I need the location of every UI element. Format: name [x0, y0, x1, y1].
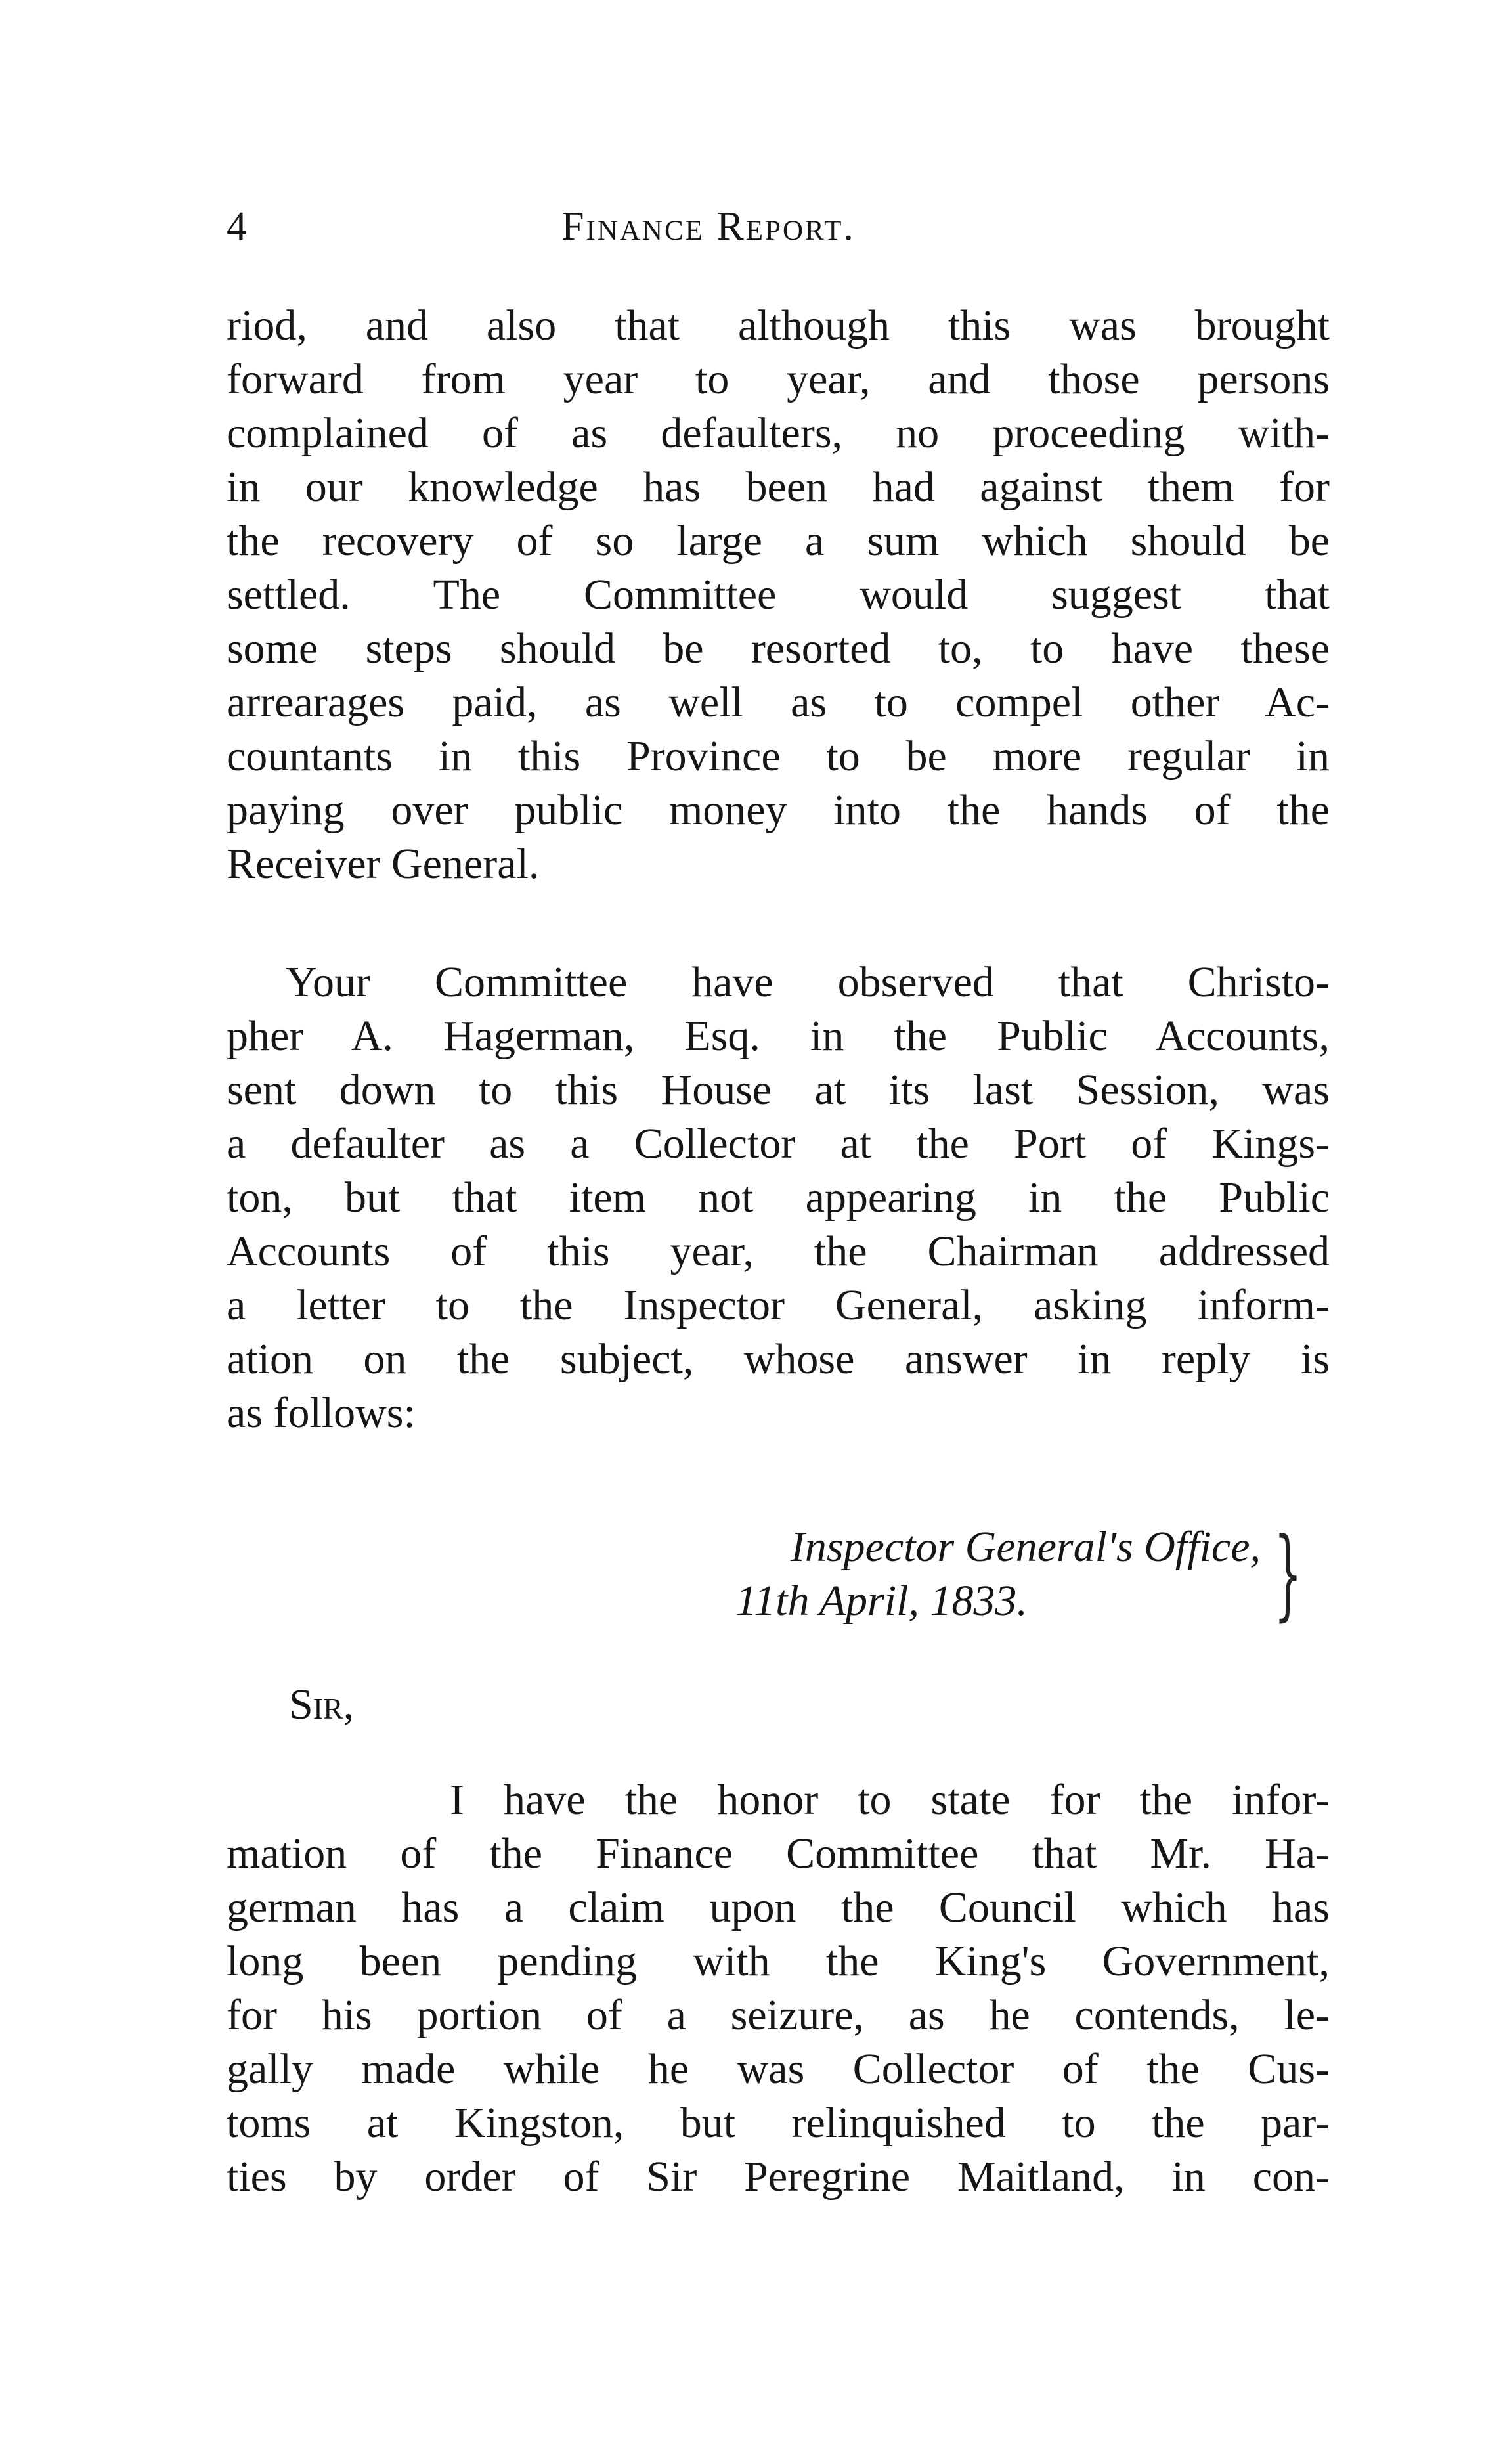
paragraph-arrearages	[227, 299, 1330, 891]
text-line: toms at Kingston, but relinquished to the par-	[227, 2099, 1330, 2147]
text-line: pher A. Hagerman, Esq. in the Public Accounts,	[227, 1012, 1330, 1060]
text-line: for his portion of a seizure, as he contends, le-	[227, 1991, 1330, 2039]
letter-salutation: Sir,	[289, 1681, 355, 1728]
text-line: forward from year to year, and those persons	[227, 355, 1330, 403]
text-line: as follows:	[227, 1389, 416, 1437]
dateline-brace: }	[1274, 1517, 1302, 1631]
letter-date: 11th April, 1833.	[735, 1577, 1028, 1625]
text-line: arrearages paid, as well as to compel other Ac-	[227, 678, 1330, 726]
text-line: ties by order of Sir Peregrine Maitland, in con-	[227, 2153, 1330, 2201]
text-line: ation on the subject, whose answer in reply is	[227, 1335, 1330, 1383]
text-line: Your Committee have observed that Christo-	[286, 958, 1330, 1006]
text-line: a letter to the Inspector General, asking inform-	[227, 1281, 1330, 1329]
letter-office: Inspector General's Office,	[790, 1523, 1261, 1571]
letter-body	[227, 1773, 1330, 2204]
page-header	[227, 197, 1330, 256]
text-line: settled. The Committee would suggest that	[227, 571, 1330, 619]
letter-dateline	[604, 1520, 1274, 1628]
running-head: Finance Report.	[561, 204, 856, 249]
text-line: complained of as defaulters, no proceeding with-	[227, 409, 1330, 457]
text-line: countants in this Province to be more regular in	[227, 732, 1330, 780]
page-number: 4	[227, 204, 247, 249]
text-line: mation of the Finance Committee that Mr. Ha-	[227, 1830, 1330, 1878]
text-line: sent down to this House at its last Session, was	[227, 1066, 1330, 1114]
text-line: in our knowledge has been had against them for	[227, 463, 1330, 511]
text-line: Accounts of this year, the Chairman addressed	[227, 1227, 1330, 1275]
text-line: ton, but that item not appearing in the Public	[227, 1174, 1330, 1221]
text-line: gally made while he was Collector of the Cus-	[227, 2045, 1330, 2093]
paragraph-hagerman	[227, 956, 1330, 1440]
text-line: riod, and also that although this was brought	[227, 301, 1330, 349]
text-line: I have the honor to state for the infor-	[450, 1776, 1330, 1824]
text-line: Receiver General.	[227, 840, 540, 888]
text-line: some steps should be resorted to, to have these	[227, 625, 1330, 672]
text-line: the recovery of so large a sum which should be	[227, 517, 1330, 565]
text-line: german has a claim upon the Council which has	[227, 1883, 1330, 1931]
text-line: a defaulter as a Collector at the Port of Kings-	[227, 1120, 1330, 1168]
text-line: paying over public money into the hands of the	[227, 786, 1330, 834]
text-line: long been pending with the King's Government,	[227, 1937, 1330, 1985]
